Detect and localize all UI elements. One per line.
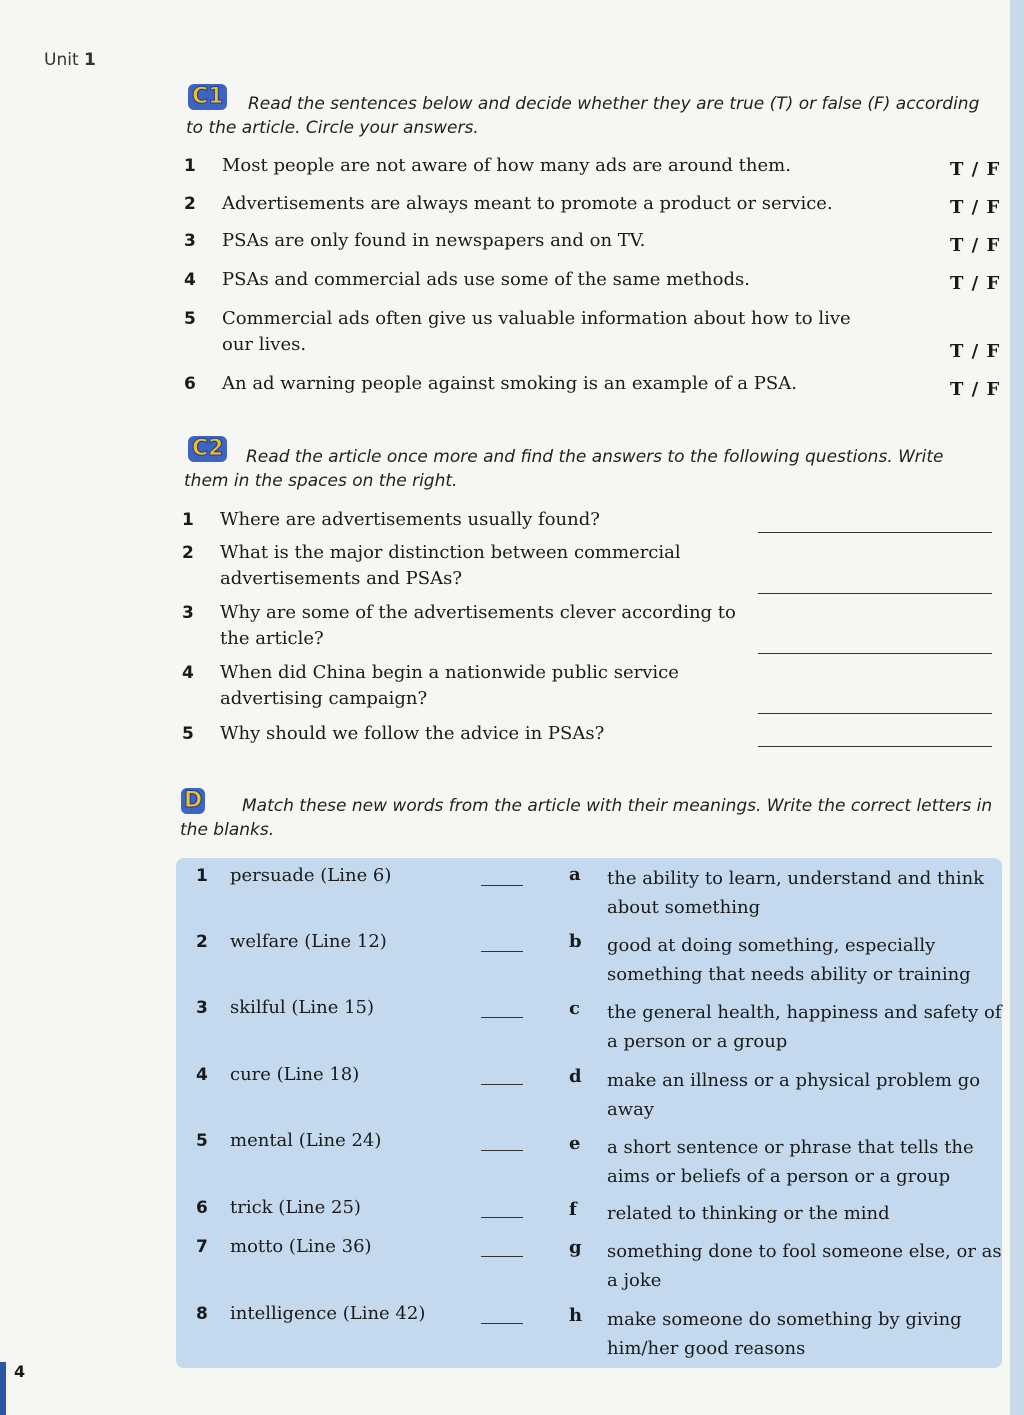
question-number: 4 xyxy=(182,663,194,683)
statement-text: PSAs are only found in newspapers and on TV. xyxy=(222,230,646,251)
statement-number: 2 xyxy=(184,194,196,214)
word-number: 8 xyxy=(196,1304,208,1324)
page-edge xyxy=(1010,0,1024,1415)
meaning-text: the ability to learn, understand and think about something xyxy=(607,868,985,918)
meaning-letter: h xyxy=(569,1305,583,1326)
page-number: 4 xyxy=(14,1362,26,1381)
statement-number: 6 xyxy=(184,374,196,394)
true-false-choice[interactable]: T / F xyxy=(950,235,1001,256)
statement-text: Most people are not aware of how many ads are around them. xyxy=(222,155,791,176)
statement-number: 1 xyxy=(184,156,196,176)
answer-line[interactable] xyxy=(758,713,992,714)
word-text: welfare (Line 12) xyxy=(230,931,387,952)
c1-instruction xyxy=(186,92,1001,140)
answer-blank[interactable] xyxy=(481,1084,523,1085)
statement-number: 5 xyxy=(184,309,196,329)
meaning-text: make someone do something by giving him/her good reasons xyxy=(607,1309,962,1359)
statement-text: PSAs and commercial ads use some of the same methods. xyxy=(222,269,750,290)
c2-instruction-text: Read the article once more and find the answers to the following questions. Write them in the spaces on the right. xyxy=(184,447,944,491)
word-number: 4 xyxy=(196,1065,208,1085)
statement-text: Commercial ads often give us valuable information about how to live our lives. xyxy=(222,308,851,355)
answer-blank[interactable] xyxy=(481,1256,523,1257)
section-badge-c1: C1 xyxy=(188,84,227,110)
answer-line[interactable] xyxy=(758,653,992,654)
c1-instruction-text: Read the sentences below and decide whether they are true (T) or false (F) according to the article. Circle your answers. xyxy=(186,94,980,138)
question-text: Why are some of the advertisements clever according to the article? xyxy=(220,602,736,649)
unit-number: 1 xyxy=(84,50,96,70)
meaning-text: a short sentence or phrase that tells the aims or beliefs of a person or a group xyxy=(607,1137,974,1187)
meaning-text: related to thinking or the mind xyxy=(607,1203,890,1224)
c2-instruction xyxy=(184,445,984,493)
true-false-choice[interactable]: T / F xyxy=(950,197,1001,218)
word-text: persuade (Line 6) xyxy=(230,865,392,886)
true-false-choice[interactable]: T / F xyxy=(950,379,1001,400)
answer-blank[interactable] xyxy=(481,951,523,952)
question-number: 5 xyxy=(182,724,194,744)
question-text: Where are advertisements usually found? xyxy=(220,509,600,530)
statement-number: 4 xyxy=(184,270,196,290)
word-number: 7 xyxy=(196,1237,208,1257)
question-number: 2 xyxy=(182,543,194,563)
answer-line[interactable] xyxy=(758,532,992,533)
true-false-choice[interactable]: T / F xyxy=(950,341,1001,362)
word-number: 1 xyxy=(196,866,208,886)
question-number: 1 xyxy=(182,510,194,530)
statement-row xyxy=(184,371,1004,431)
meaning-text: something done to fool someone else, or as a joke xyxy=(607,1241,1002,1291)
word-number: 2 xyxy=(196,932,208,952)
statement-number: 3 xyxy=(184,231,196,251)
question-text: What is the major distinction between commercial advertisements and PSAs? xyxy=(220,542,681,589)
answer-blank[interactable] xyxy=(481,1150,523,1151)
answer-blank[interactable] xyxy=(481,1323,523,1324)
word-number: 5 xyxy=(196,1131,208,1151)
word-text: trick (Line 25) xyxy=(230,1197,361,1218)
word-text: mental (Line 24) xyxy=(230,1130,382,1151)
answer-line[interactable] xyxy=(758,746,992,747)
d-instruction xyxy=(180,794,1000,842)
word-text: skilful (Line 15) xyxy=(230,997,375,1018)
word-number: 3 xyxy=(196,998,208,1018)
true-false-choice[interactable]: T / F xyxy=(950,159,1001,180)
d-instruction-text: Match these new words from the article with their meanings. Write the correct letters in the blanks. xyxy=(180,796,993,840)
meaning-letter: e xyxy=(569,1133,581,1154)
word-text: cure (Line 18) xyxy=(230,1064,360,1085)
page-marker xyxy=(0,1362,6,1415)
true-false-choice[interactable]: T / F xyxy=(950,273,1001,294)
unit-text: Unit xyxy=(44,50,79,70)
meaning-letter: f xyxy=(569,1199,577,1220)
answer-line[interactable] xyxy=(758,593,992,594)
meaning-letter: b xyxy=(569,931,582,952)
meaning-text: good at doing something, especially something that needs ability or training xyxy=(607,935,971,985)
section-badge-c2: C2 xyxy=(188,436,227,462)
statement-text: Advertisements are always meant to promote a product or service. xyxy=(222,193,833,214)
meaning-letter: g xyxy=(569,1237,582,1258)
meaning-text: the general health, happiness and safety of a person or a group xyxy=(607,1002,1002,1052)
statement-row xyxy=(184,306,1004,366)
question-text: Why should we follow the advice in PSAs? xyxy=(220,723,605,744)
unit-label xyxy=(44,50,96,70)
meaning-letter: d xyxy=(569,1066,582,1087)
word-text: motto (Line 36) xyxy=(230,1236,372,1257)
question-number: 3 xyxy=(182,603,194,623)
meaning-letter: a xyxy=(569,864,581,885)
statement-text: An ad warning people against smoking is an example of a PSA. xyxy=(222,373,797,394)
question-text: When did China begin a nationwide public service advertising campaign? xyxy=(220,662,679,709)
word-number: 6 xyxy=(196,1198,208,1218)
answer-blank[interactable] xyxy=(481,1217,523,1218)
word-text: intelligence (Line 42) xyxy=(230,1303,426,1324)
meaning-letter: c xyxy=(569,998,580,1019)
meaning-text: make an illness or a physical problem go away xyxy=(607,1070,981,1120)
answer-blank[interactable] xyxy=(481,885,523,886)
section-badge-d: D xyxy=(181,788,205,814)
answer-blank[interactable] xyxy=(481,1017,523,1018)
